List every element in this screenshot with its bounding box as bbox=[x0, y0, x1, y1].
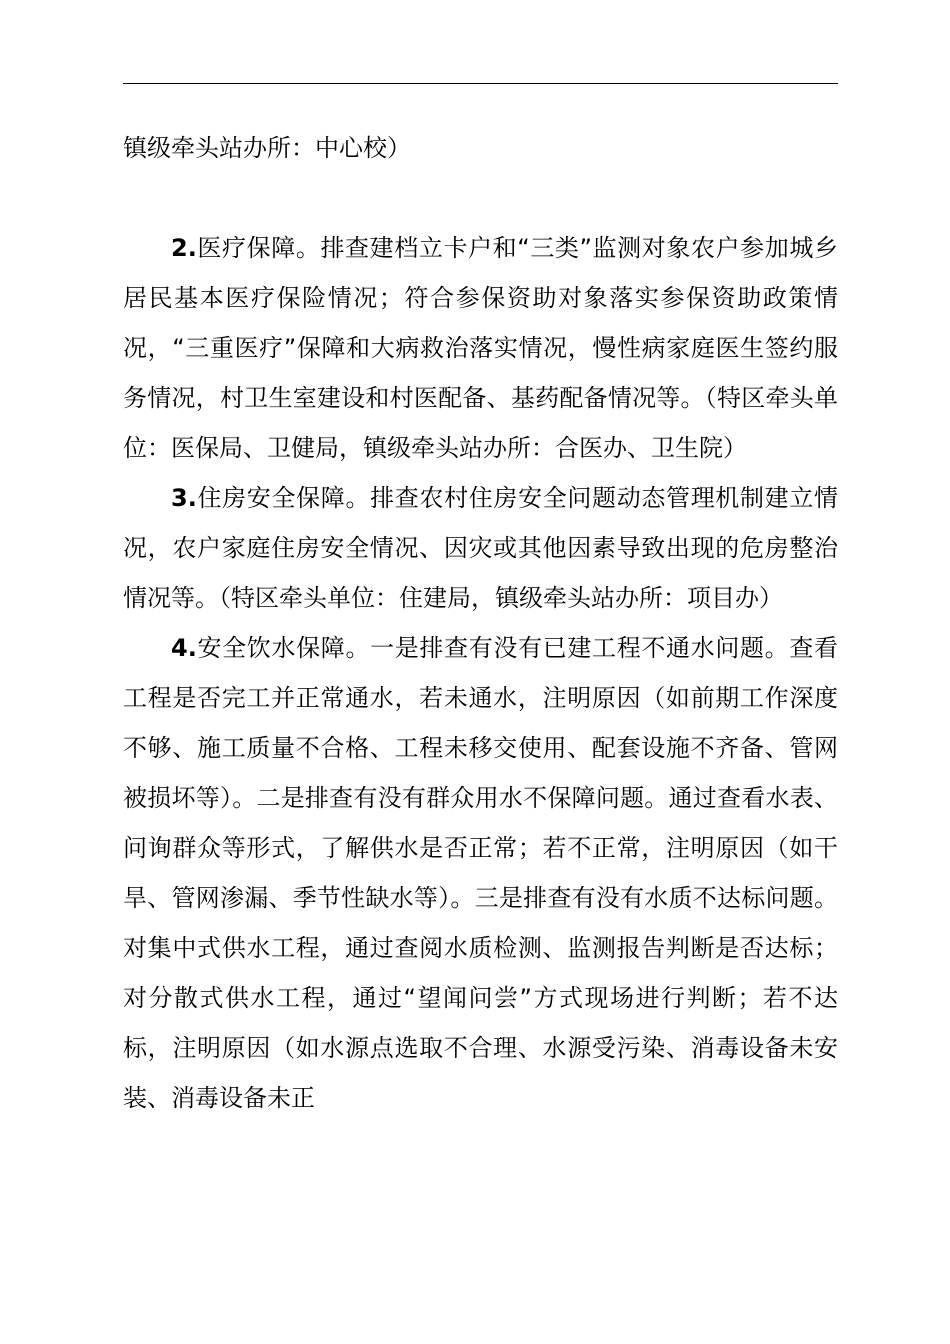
header-rule bbox=[123, 83, 838, 84]
section-drinking-water-security bbox=[123, 623, 838, 1123]
section-text: 医疗保障。排查建档立卡户和“三类”监测对象农户参加城乡居民基本医疗保险情况；符合参保资助对象落实参保资助政策情况，“三重医疗”保障和大病救治落实情况，慢性病家庭医生签约服务情况，村卫生室建设和村医配备、基药配备情况等。（特区牵头单位：医保局、卫健局，镇级牵头站办所：合医办、卫生院） bbox=[123, 234, 838, 462]
section-text: 住房安全保障。排查农村住房安全问题动态管理机制建立情况，农户家庭住房安全情况、因灾或其他因素导致出现的危房整治情况等。（特区牵头单位：住建局，镇级牵头站办所：项目办） bbox=[123, 484, 838, 612]
section-number: 4. bbox=[171, 634, 197, 662]
section-number: 2. bbox=[171, 234, 197, 262]
section-housing-security bbox=[123, 473, 838, 623]
section-medical-security bbox=[123, 223, 838, 473]
section-number: 3. bbox=[171, 484, 197, 512]
document-body bbox=[123, 123, 838, 1123]
continuation-line: 镇级牵头站办所：中心校） bbox=[123, 134, 411, 162]
section-text: 安全饮水保障。一是排查有没有已建工程不通水问题。查看工程是否完工并正常通水，若未通水，注明原因（如前期工作深度不够、施工质量不合格、工程未移交使用、配套设施不齐备、管网被损坏等）。二是排查有没有群众用水不保障问题。通过查看水表、问询群众等形式，了解供水是否正常；若不正常，注明原因（如干旱、管网渗漏、季节性缺水等）。三是排查有没有水质不达标问题。对集中式供水工程，通过查阅水质检测、监测报告判断是否达标；对分散式供水工程，通过“望闻问尝”方式现场进行判断；若不达标，注明原因（如水源点选取不合理、水源受污染、消毒设备未安装、消毒设备未正 bbox=[123, 634, 838, 1112]
